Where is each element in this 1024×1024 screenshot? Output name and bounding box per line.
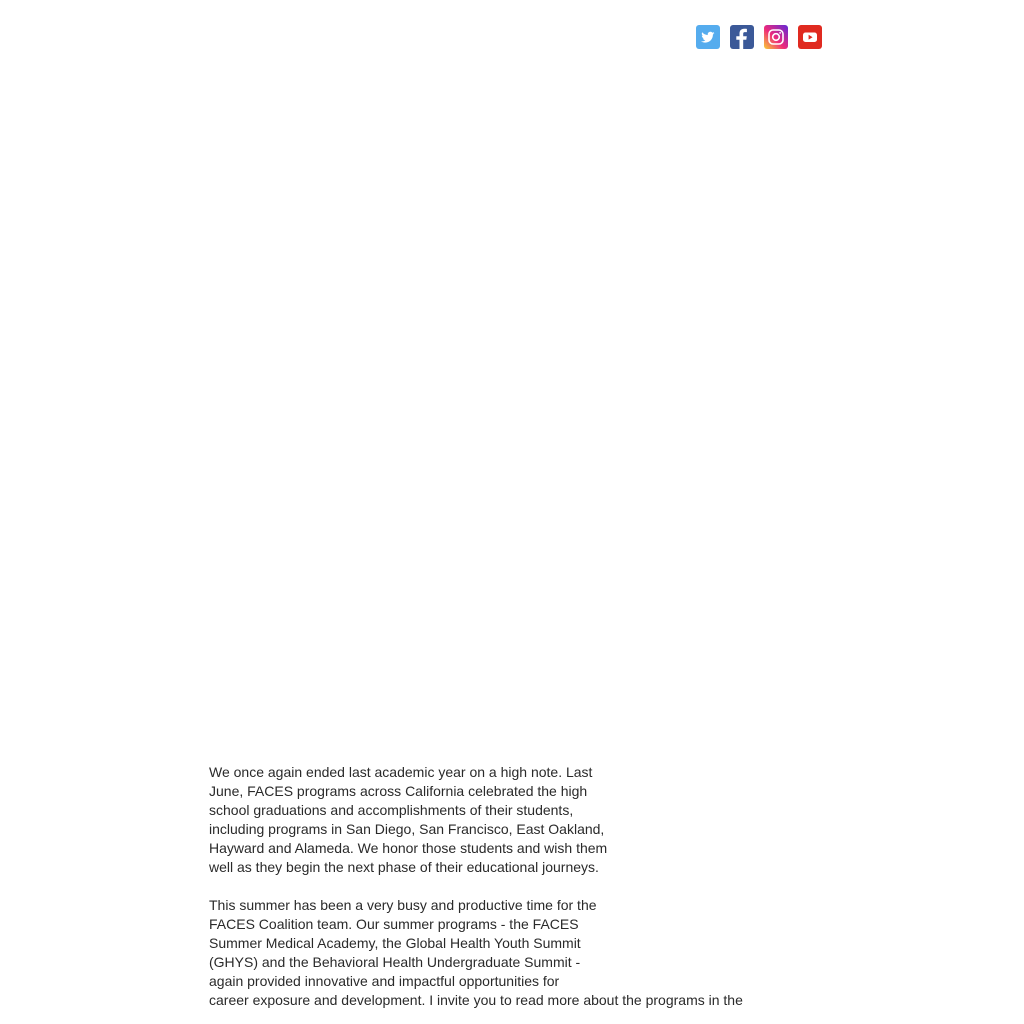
instagram-link[interactable] bbox=[764, 25, 788, 49]
twitter-link[interactable] bbox=[696, 25, 720, 49]
instagram-icon bbox=[764, 25, 788, 49]
article-paragraph-1: We once again ended last academic year on a high note. Last June, FACES programs across California celebrated the high school graduations and accomplishments of their students, including programs in San Diego, San Francisco, East Oakland, Hayward and Alameda. We honor those students and wish them well as they begin the next phase of their educational journeys. bbox=[209, 764, 608, 875]
social-links-bar bbox=[696, 25, 822, 49]
article-paragraph-2-continuation: career exposure and development. I invite you to read more about the programs in the bbox=[209, 992, 743, 1008]
facebook-icon bbox=[730, 25, 754, 49]
youtube-icon bbox=[798, 25, 822, 49]
twitter-icon bbox=[696, 25, 720, 49]
youtube-link[interactable] bbox=[798, 25, 822, 49]
facebook-link[interactable] bbox=[730, 25, 754, 49]
article-paragraph-2-text: This summer has been a very busy and productive time for the FACES Coalition team. Our summer programs - the FACES Summer Medical Academy, the Global Health Youth Summit (GHYS) and the Behavioral Health Undergraduate Summit - again provided innovative and impactful opportunities for bbox=[209, 897, 597, 989]
article-body bbox=[209, 763, 769, 1024]
article-paragraph-2 bbox=[209, 896, 769, 1010]
